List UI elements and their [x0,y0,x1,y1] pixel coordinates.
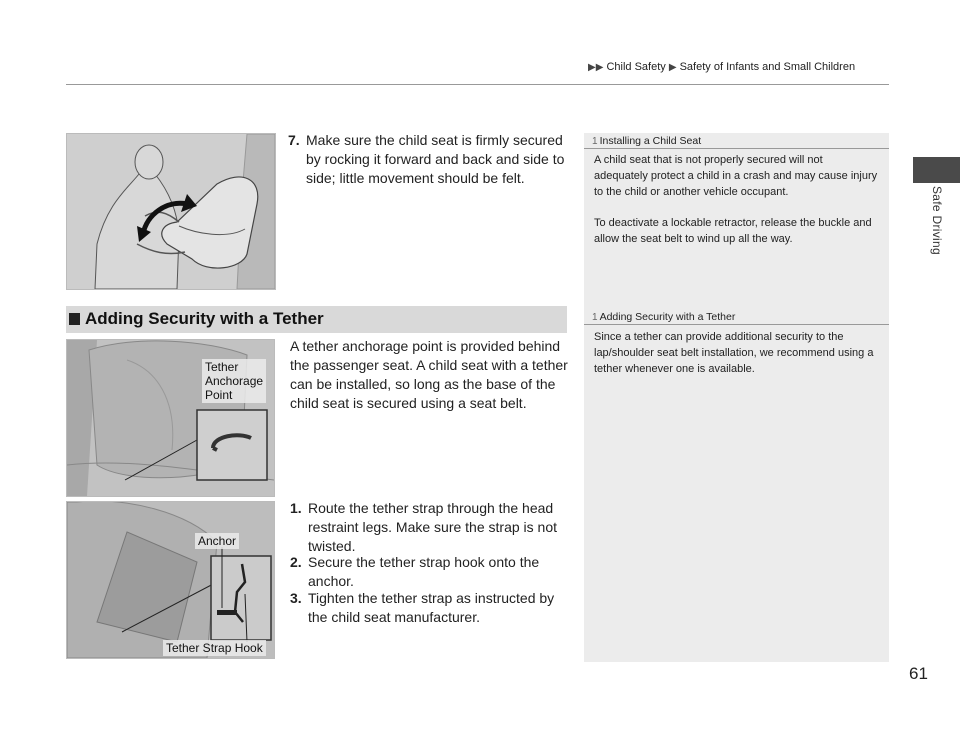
side-tab[interactable] [913,157,960,183]
hook-callout: Tether Strap Hook [163,640,266,656]
breadcrumb-current[interactable]: Safety of Infants and Small Children [679,61,856,73]
step-number: 2. [290,554,302,570]
step-text: Secure the tether strap hook onto the anchor. [308,554,540,589]
breadcrumb-child-safety[interactable]: Child Safety [606,61,666,73]
step-number: 7. [288,132,300,148]
callout-line: Point [205,388,233,402]
step-1 [290,499,575,556]
callout-line: Tether [205,360,239,374]
tether-anchorage-figure [66,339,275,497]
note-rule [584,148,889,149]
breadcrumb [588,61,855,73]
step-text: Tighten the tether strap as instructed by the child seat manufacturer. [308,590,555,625]
note1-para1: A child seat that is not properly secured will not adequately protect a child in a crash and may cause injury to the child or another vehicle occupant. [594,154,878,198]
anchorage-callout [202,359,266,403]
section-heading [66,306,567,333]
step-2 [290,553,575,591]
note-rule [584,324,889,325]
arrow-icon: ▶ [668,62,677,73]
anchor-callout: Anchor [195,533,239,549]
square-bullet-icon [69,313,80,325]
callout-line: Anchorage [205,374,264,388]
note-icon: 1 [592,136,598,147]
note-installing-child-seat-title [592,135,701,147]
sidebar-notes [584,133,889,662]
step-3 [290,589,575,627]
step-text: Route the tether strap through the head restraint legs. Make sure the strap is not twisted. [308,500,557,554]
tether-paragraph: A tether anchorage point is provided behind the passenger seat. A child seat with a tether can be installed, so long as the base of the child seat is secured using a seat belt. [290,338,568,411]
page-number: 61 [909,664,928,683]
step-number: 1. [290,500,302,516]
header-rule [66,84,889,85]
tether-strap-figure [66,501,275,659]
step-text: Make sure the child seat is firmly secured by rocking it forward and back and side to side; little movement should be felt. [306,132,565,186]
note-adding-tether-title [592,311,735,323]
double-arrow-icon: ▶▶ [588,62,604,73]
note-title-text: Installing a Child Seat [599,135,702,147]
section-title: Adding Security with a Tether [85,309,324,328]
step-number: 3. [290,590,302,606]
child-seat-install-figure [66,133,276,290]
note2-para: Since a tether can provide additional security to the lap/shoulder seat belt installation, we recommend using a tether whenever one is available. [594,331,874,375]
note-icon: 1 [592,312,598,323]
step-7 [288,131,573,188]
side-tab-label: Safe Driving [930,186,944,255]
note1-para2: To deactivate a lockable retractor, release the buckle and allow the seat belt to wind up all the way. [594,217,872,245]
note-title-text: Adding Security with a Tether [599,311,736,323]
